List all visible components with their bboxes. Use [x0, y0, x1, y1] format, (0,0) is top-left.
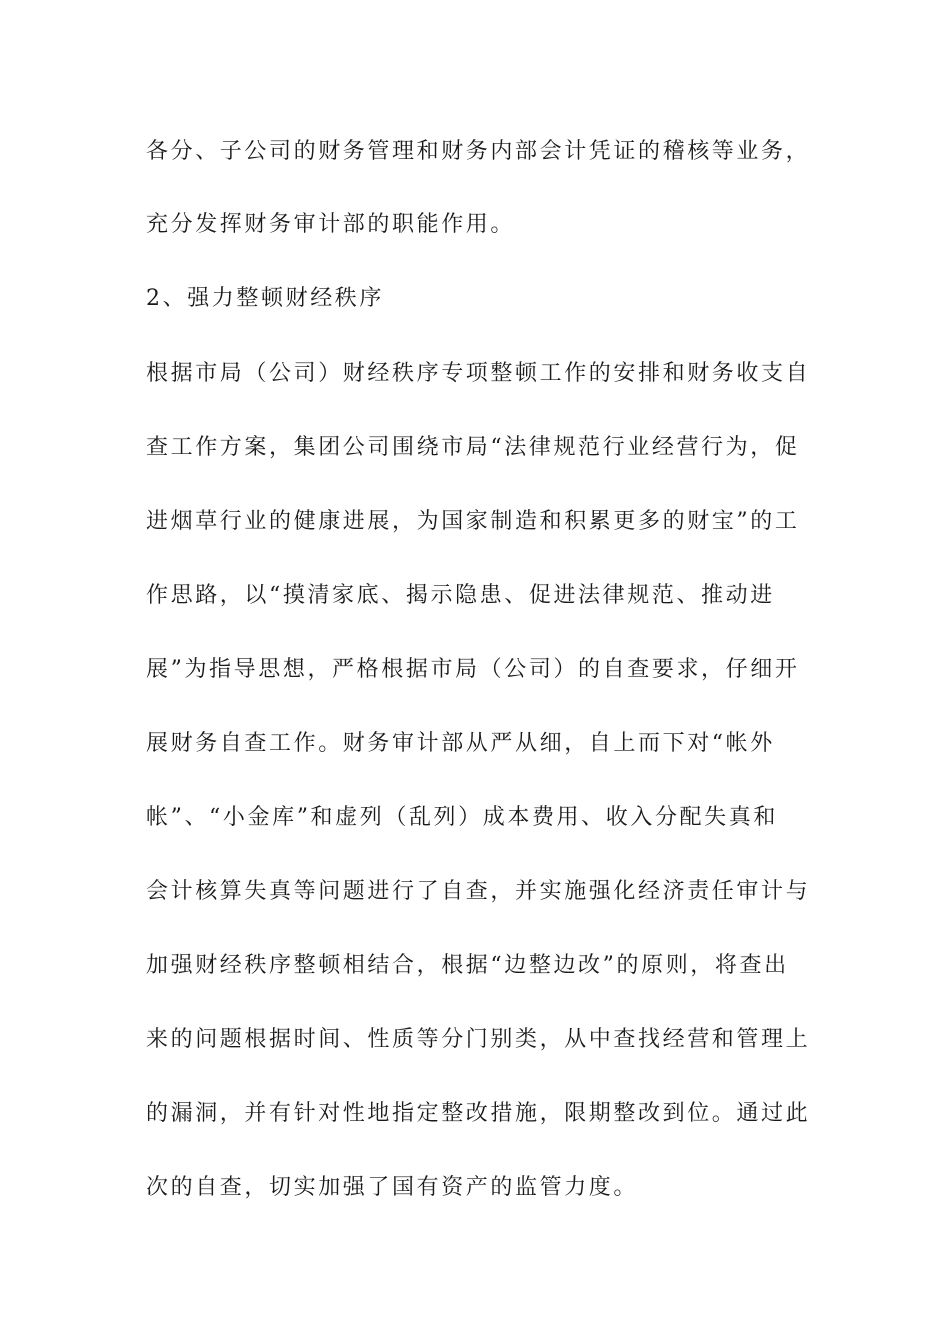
- text-line: 展财务自查工作。财务审计部从严从细，自上而下对“帐外: [146, 731, 775, 756]
- text-line: 展”为指导思想，严格根据市局（公司）的自查要求，仔细开: [146, 657, 800, 682]
- text-line: 根据市局（公司）财经秩序专项整顿工作的安排和财务收支自: [146, 361, 811, 386]
- text-line: 的漏洞，并有针对性地指定整改措施，限期整改到位。通过此: [146, 1101, 811, 1126]
- text-line: 各分、子公司的财务管理和财务内部会计凭证的稽核等业务，: [146, 139, 811, 164]
- text-line: 查工作方案，集团公司围绕市局“法律规范行业经营行为，促: [146, 435, 800, 460]
- section-heading: 2、强力整顿财经秩序: [146, 286, 384, 311]
- text-line: 加强财经秩序整顿相结合，根据“边整边改”的原则，将查出: [146, 953, 789, 978]
- text-line: 次的自查，切实加强了国有资产的监管力度。: [146, 1175, 639, 1200]
- text-line: 来的问题根据时间、性质等分门别类，从中查找经营和管理上: [146, 1027, 811, 1052]
- text-line: 充分发挥财务审计部的职能作用。: [146, 212, 516, 237]
- text-line: 作思路，以“摸清家底、揭示隐患、促进法律规范、推动进: [146, 583, 775, 608]
- text-line: 进烟草行业的健康进展，为国家制造和积累更多的财宝”的工: [146, 509, 800, 534]
- text-line: 会计核算失真等问题进行了自查，并实施强化经济责任审计与: [146, 879, 811, 904]
- text-line: 帐”、“小金库”和虚列（乱列）成本费用、收入分配失真和: [146, 805, 778, 830]
